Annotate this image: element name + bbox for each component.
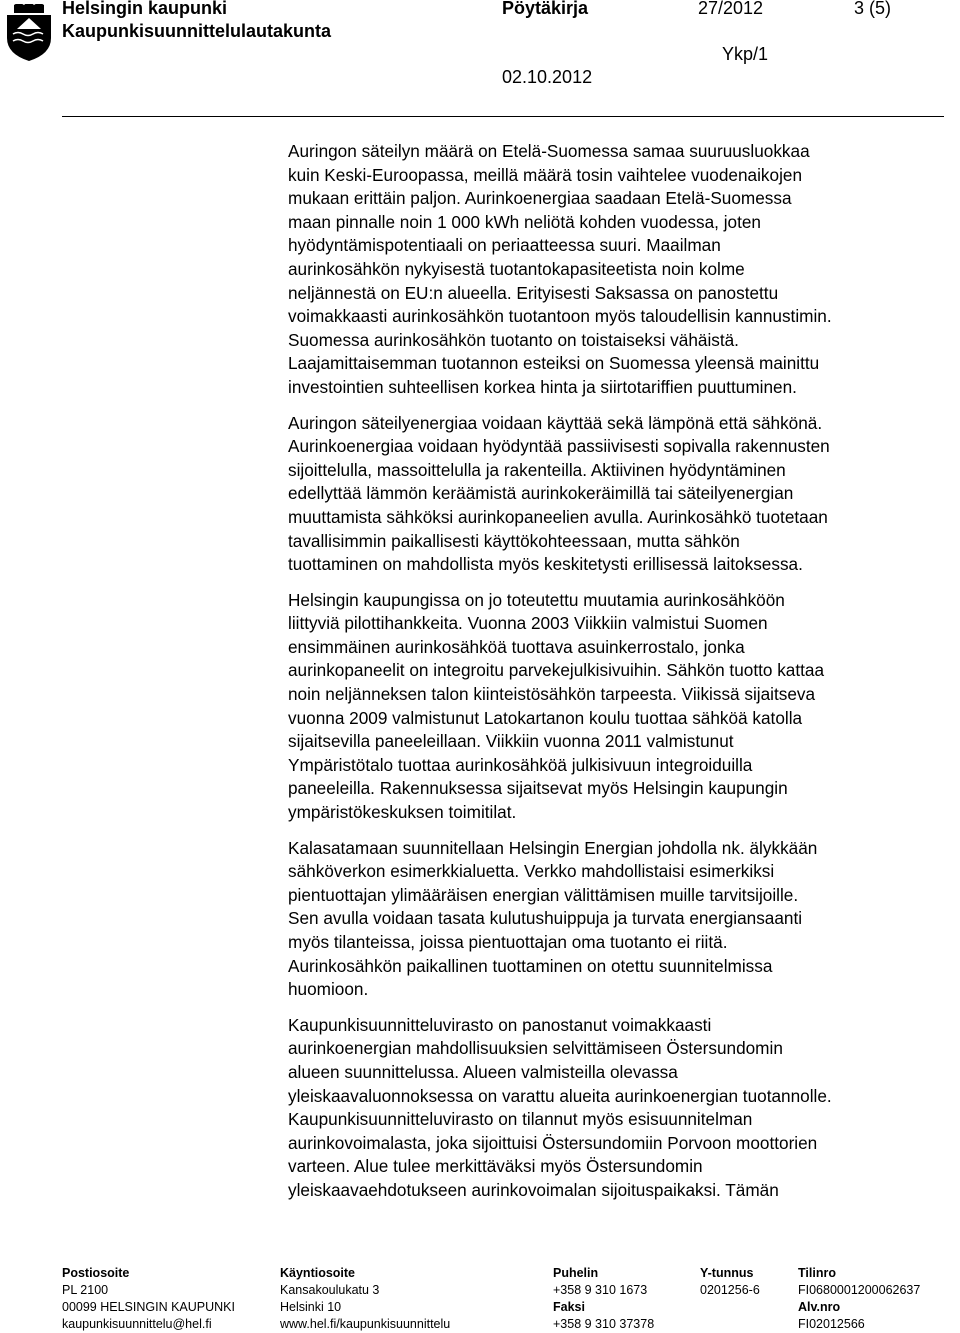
footer-value: PL 2100 <box>62 1283 109 1297</box>
footer-value: +358 9 310 37378 <box>553 1317 655 1331</box>
footer-website: www.hel.fi/kaupunkisuunnittelu <box>280 1317 451 1331</box>
document-body <box>288 140 948 1215</box>
footer-value: FI02012566 <box>798 1317 865 1331</box>
footer-heading: Y-tunnus <box>700 1266 754 1280</box>
footer-business-id <box>700 1265 760 1299</box>
paragraph: Helsingin kaupungissa on jo toteutettu muutamia aurinkosähköön liittyviä pilottihankkeita. Vuonna 2003 Viikkiin valmistui Suomen ensimmäinen aurinkosähköä tuottava asuinkerrostalo, jonka aurinkopaneelit on integroitu parvekejulkisivuihin. Sähkön tuotto kattaa noin neljänneksen talon kiinteistösähkön tarpeesta. Viikissä sijaitseva vuonna 2009 valmistunut Latokartanon koulu tuottaa sähköä katolla sijaitsevilla paneeleillaan. Viikkiin vuonna 2011 valmistunut Ympäristötalo tuottaa aurinkosähköä julkisivuun integroiduilla paneeleilla. Rakennuksessa sijaitsevat myös Helsingin kaupungin ympäristökeskuksen toimitilat. <box>288 589 825 823</box>
paragraph: Kaupunkisuunnitteluvirasto on panostanut voimakkaasti aurinkoenergian mahdollisuuksien selvittämiseen Östersundomin alueen suunnittelussa. Alueen valmisteilla olevassa yleiskaavaluonnoksessa on varattu alueita aurinkoenergian tuotannolle. Kaupunkisuunnitteluvirasto on tilannut myös esisuunnitelman aurinkovoimalasta, joka sijoittuisi Östersundomiin Porvoon moottorien varteen. Alue tulee merkittäväksi myös Östersundomin yleiskaavaehdotukseen aurinkovoimalan sijoituspaikaksi. Tämän <box>288 1014 832 1200</box>
footer-heading: Tilinro <box>798 1266 836 1280</box>
footer-value: 00099 HELSINGIN KAUPUNKI <box>62 1300 235 1314</box>
paragraph: Auringon säteilyn määrä on Etelä-Suomessa samaa suuruusluokkaa kuin Keski-Euroopassa, meillä määrä tosin vaihtelee vuodenaikojen mukaan erittäin paljon. Aurinkoenergiaa saadaan Etelä-Suomessa maan pinnalle noin 1 000 kWh neliötä kohden vuodessa, joten hyödyntämispotentiaali on periaatteessa suuri. Maailman aurinkosähkön nykyisestä tuotantokapasiteetista noin kolme neljännestä on EU:n alueella. Erityisesti Saksassa on panostettu voimakkaasti aurinkosähkön tuotantoon myös taloudellisin kannustimin. Suomessa aurinkosähkön tuotanto on toistaiseksi vähäistä. Laajamittaisemman tuotannon esteiksi on Suomessa yleensä mainittu investointien suhteellisen korkea hinta ja siirtotariffien puuttuminen. <box>288 141 832 397</box>
section-code: Ykp/1 <box>722 44 769 64</box>
footer-postal-address <box>62 1265 235 1333</box>
footer-heading: Alv.nro <box>798 1300 841 1314</box>
footer-heading: Postiosoite <box>62 1266 130 1280</box>
footer-account <box>798 1265 920 1333</box>
paragraph: Kalasatamaan suunnitellaan Helsingin Energian johdolla nk. älykkään sähköverkon esimerkkialuetta. Verkko mahdollistaisi esimerkiksi pientuottajan ylimääräisen energian välittämisen muille tarvitsijoille. Sen avulla voidaan tasata kulutushuippuja ja turvata energiansaanti myös tilanteissa, joissa pientuottajan oma tuotanto ei riitä. Aurinkosähkön paikallinen tuottaminen on otettu suunnitelmissa huomioon. <box>288 837 818 1000</box>
footer-visiting-address <box>280 1265 450 1333</box>
footer-heading: Käyntiosoite <box>280 1266 356 1280</box>
page-number: 3 (5) <box>854 0 892 18</box>
footer-heading: Puhelin <box>553 1266 599 1280</box>
organization-name: Helsingin kaupunki <box>62 0 228 18</box>
footer-email: kaupunkisuunnittelu@hel.fi <box>62 1317 212 1331</box>
paragraph: Auringon säteilyenergiaa voidaan käyttää sekä lämpönä että sähkönä. Aurinkoenergiaa voidaan hyödyntää passiivisesti sopivalla rakennusten sijoittelulla, massoittelulla ja rakenteilla. Aktiivinen hyödyntäminen edellyttää lämmön keräämistä aurinkokeräimillä tai säteilyenergian muuttamista sähköksi aurinkopaneelien avulla. Aurinkosähkö tuotetaan tavallisimmin paikallisesti käyttökohteessaan, mutta sähkön tuottaminen on mahdollista myös keskitetysti erillisessä laitoksessa. <box>288 412 830 575</box>
footer-value: +358 9 310 1673 <box>553 1283 648 1297</box>
helsinki-crest-logo <box>4 4 54 62</box>
meeting-date: 02.10.2012 <box>502 67 593 87</box>
footer-value: Helsinki 10 <box>280 1300 342 1314</box>
document-type: Pöytäkirja <box>502 0 589 18</box>
document-number: 27/2012 <box>698 0 764 18</box>
board-name: Kaupunkisuunnittelulautakunta <box>62 21 332 41</box>
footer-phone <box>553 1265 654 1333</box>
footer-value: FI0680001200062637 <box>798 1283 921 1297</box>
footer-heading: Faksi <box>553 1300 585 1314</box>
footer-value: Kansakoulukatu 3 <box>280 1283 380 1297</box>
footer-value: 0201256-6 <box>700 1283 760 1297</box>
header-divider <box>62 116 944 117</box>
